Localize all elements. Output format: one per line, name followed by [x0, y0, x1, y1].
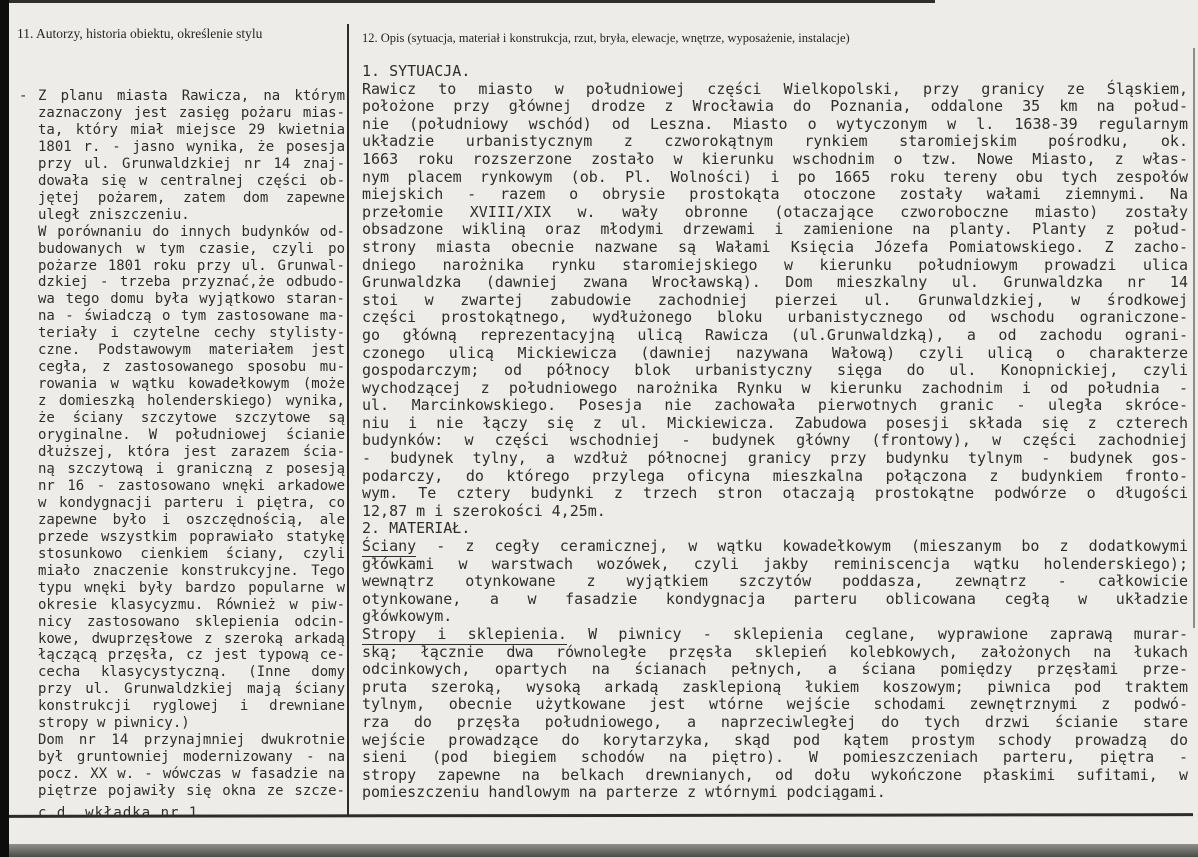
text-line: strony miasta obecnie nazwane są Wałami Księcia Józefa Pomiatowskiego. Z zacho-	[362, 237, 1188, 256]
text-line: ul. Marcinkowskiego. Posesja nie zachowała pierwotnych granic - uległa skróce-	[362, 396, 1188, 415]
text-line: Z planu miasta Rawicza, na którym	[38, 88, 345, 104]
text-line: nie (południowy wschód) od Leszna. Miasto o wytyczonym w l. 1638-39 regularnym	[362, 114, 1188, 133]
left-column-text	[38, 88, 345, 800]
field-12-label: 12. Opis (sytuacja, materiał i konstrukcja, rzut, bryła, elewacje, wnętrze, wyposażenie, instalacje)	[362, 31, 850, 45]
text-line: cecha klasycystyczną. (Inne domy	[38, 664, 345, 681]
text-line: ską; łącznie dwa równoległe przęsła sklepień kolebkowych, założonych na łukach	[362, 642, 1188, 661]
text-line: - budynek tylny, a wzdłuż północnej granicy przy budynku tylnym - budynek gos-	[362, 449, 1188, 468]
text-line: wym. Te cztery budynki z trzech stron otaczają prostokątne podwórze o długości	[362, 484, 1188, 503]
text-line: Stropy i sklepienia. W piwnicy - sklepienia ceglane, wyprawione zaprawą murar-	[362, 625, 1188, 643]
text-line: 1663 roku rozszerzone zostało w kierunku wschodnim o tzw. Nowe Miasto, z włas-	[362, 149, 1188, 168]
text-line: stropy zapewne na belkach drewnianych, od dołu wykończone płaskimi sufitami, w	[362, 765, 1188, 784]
text-line: pożarze 1801 roku przy ul. Grunwal-	[38, 257, 345, 274]
text-line: stropy w piwnicy.)	[38, 715, 190, 732]
text-line: pruta szeroką, wysoką arkadą zasklepioną łukiem koszowym; piwnica pod traktem	[362, 677, 1188, 696]
underlined-heading: Stropy i sklepienia.	[362, 625, 567, 643]
text-line: wewnątrz otynkowane z wyjątkiem szczytów poddasza, zewnątrz - całkowicie	[362, 572, 1188, 591]
text-line: W porównaniu do innych budynków od-	[38, 223, 345, 240]
scan-edge-left	[0, 0, 9, 857]
text-line: zaznaczony jest zasięg pożaru mias-	[38, 104, 345, 121]
text-line: główkami w warstwach wozówek, czyli jakby reminiscencja wątku holenderskiego);	[362, 554, 1188, 573]
text-line: na - świadczą o tym zastosowane ma-	[38, 308, 345, 325]
text-line: nicy zastosowano sklepienia odcin-	[38, 613, 345, 630]
text-line: jętej pożarem, zatem dom zapewne	[38, 189, 345, 206]
text-line: sieni (pod biegiem schodów na piętro). W pomieszczeniach parteru, piętra -	[362, 748, 1188, 767]
text-line: układzie urbanistycznym z czworokątnym rynkiem staromiejskim pośrodku, ok.	[362, 132, 1188, 151]
text-line: okresie klasycyzmu. Również w piw-	[38, 596, 345, 613]
text-line: otynkowane, a w fasadzie kondygnacja parteru oblicowana cegłą w układzie	[362, 589, 1188, 608]
text-line: wejście prowadzące do korytarzyka, skąd pod kątem prostym schody prowadzą do	[362, 730, 1188, 749]
continuation-note: c.d. wkładka nr 1	[38, 805, 199, 821]
text-line: przełomie XVIII/XIX w. wały obronne (otaczające czworoboczne miasto) zostały	[362, 202, 1188, 221]
field-11-label: 11. Autorzy, historia obiektu, określenie stylu	[17, 26, 263, 41]
text-line: budowanych w tym czasie, czyli po	[38, 240, 345, 257]
text-line: przy ul. Grunwaldzkiej nr 14 znaj-	[38, 155, 345, 172]
text-line: niu i nie łączy się z ul. Mickiewicza. Zabudowa posesji składa się z czterech	[362, 413, 1188, 432]
text-line: części prostokątnego, wydłużonego bloku urbanistycznego od wschodu ograniczone-	[362, 308, 1188, 327]
text-line: podarczy, do którego przylega oficyna mieszkalna połączona z budynkiem fronto-	[362, 466, 1188, 485]
text-line: dzkiej - trzeba przyznać,że odbudo-	[38, 274, 345, 291]
text-line: ta, który miał miejsce 29 kwietnia	[38, 121, 345, 138]
text-line: odcinkowych, opartych na ścianach pełnych, a ściana pomiędzy przęsłami prze-	[362, 660, 1188, 679]
scan-edge-right	[1193, 48, 1195, 628]
text-line: 2. MATERIAŁ.	[362, 519, 471, 538]
text-line: czonego ulicą Mickiewicza (dawniej nazywana Wałową) czyli ulicą o charakterze	[362, 343, 1188, 362]
text-line: piętrze pojawiły się okna ze szcze-	[38, 783, 345, 800]
text-line: typu wnęki były bardzo popularne w	[38, 579, 345, 596]
text-line: 1801 r. - jasno wynika, że posesja	[38, 138, 345, 155]
text-line: dłuższej, która jest zarazem ścia-	[38, 444, 345, 461]
text-line: uległ zniszczeniu.	[38, 206, 190, 223]
text-line: teriały i czytelne cechy stylisty-	[38, 325, 345, 342]
text-line: położone przy głównej drodze z Wrocławia do Poznania, oddalone 35 km na połud-	[362, 97, 1188, 116]
text-line: Dom nr 14 przynajmniej dwukrotnie	[38, 732, 345, 749]
scan-edge-bottom	[0, 844, 1198, 857]
text-line: rowania w wątku kowadełkowym (może	[38, 376, 345, 393]
text-line: obsadzone wikliną oraz młodymi drzewami i zamienione na planty. Planty z połud-	[362, 220, 1188, 239]
text-line: stoi w zwartej zabudowie zachodniej pierzei ul. Grunwaldzkiej, w środkowej	[362, 290, 1188, 309]
text-line: miejskich - razem o obrysie prostokąta otoczone zostały wałami ziemnymi. Na	[362, 185, 1188, 204]
text-line: był gruntowniej modernizowany - na	[38, 749, 345, 766]
text-line: że ściany szczytowe szczytowe są	[38, 410, 345, 427]
text-line: dowała się w centralnej części ob-	[38, 172, 345, 189]
right-column-text	[362, 63, 1188, 802]
text-line: oryginalne. W południowej ścianie	[38, 427, 345, 444]
underlined-heading: Ściany	[362, 537, 417, 556]
text-line: go główną reprezentacyjną ulicą Rawicza (ul.Grunwaldzką), a od zachodu ograni-	[362, 325, 1188, 344]
text-line: z domieszką holenderskiego) wynika,	[38, 393, 345, 410]
text-line: budynków: w części wschodniej - budynek główny (frontowy), w części zachodniej	[362, 431, 1188, 450]
text-line: łączącą przęsła, cz jest typową ce-	[38, 647, 345, 664]
text-line: 1. SYTUACJA.	[362, 62, 471, 80]
text-line: pomieszczeniu handlowym na parterze z wtórnymi podciągami.	[362, 783, 886, 802]
text-line: Ściany - z cegły ceramicznej, w wątku kowadełkowym (mieszanym bo z dodatkowymi	[362, 537, 1188, 556]
text-line: przy ul. Grunwaldzkiej mają ściany	[38, 681, 345, 698]
text-line: pocz. XX w. - wówczas w fasadzie na	[38, 766, 345, 783]
text-line: nym placem rynkowym (ob. Pl. Wolności) i po 1665 roku tereny obu tych zespołów	[362, 167, 1188, 186]
text-line: główkowym.	[362, 607, 453, 626]
text-line: Grunwaldzka (dawniej zwana Wrocławską). Dom mieszkalny ul. Grunwaldzka nr 14	[362, 273, 1188, 292]
text-line: kowe, dwuprzęsłowe z szeroką arkadą	[38, 630, 345, 647]
text-line: rza do przęsła południowego, a naprzeciwległej do tych drzwi ścianie stare	[362, 712, 1188, 731]
text-line: gospodarczym; od północy blok urbanistyczny sięga do ul. Konopnickiej, czyli	[362, 361, 1188, 380]
text-line: w kondygnacji parteru i piętra, co	[38, 494, 345, 511]
text-line: dniego narożnika rynku staromiejskiego w kierunku południowym prowadzi ulica	[362, 255, 1188, 274]
text-line: cegła, z zastosowanego sposobu mu-	[38, 359, 345, 376]
margin-dash: -	[19, 88, 28, 104]
text-line: miało znaczenie konstrukcyjne. Tego	[38, 562, 345, 579]
text-line: nr 16 - zastosowano wnęki arkadowe	[38, 477, 345, 494]
text-line: stosunkowo cienkiem ściany, czyli	[38, 545, 345, 562]
text-line: tylnym, obecnie użytkowane jest wtórne wejście schodami zewnętrznymi z podwó-	[362, 695, 1188, 714]
column-divider-rule	[347, 24, 349, 816]
scan-edge-top	[0, 0, 935, 3]
text-line: przede wszystkim poprawiało statykę	[38, 528, 345, 545]
text-line: wa tego domu była wyjątkowo staran-	[38, 291, 345, 308]
text-line: wychodzącej z południowego narożnika Rynku w kierunku zachodnim i od południa -	[362, 378, 1188, 397]
text-line: czne. Podstawowym materiałem jest	[38, 342, 345, 359]
text-line: 12,87 m i szerokości 4,25m.	[362, 501, 606, 520]
text-line: konstrukcji ryglowej i drewniane	[38, 698, 345, 715]
text-line: Rawicz to miasto w południowej części Wielkopolski, przy granicy ze Śląskiem,	[362, 79, 1188, 98]
text-line: zapewne było i oszczędnością, ale	[38, 511, 345, 528]
text-line: ną szczytową i graniczną z posesją	[38, 460, 345, 477]
